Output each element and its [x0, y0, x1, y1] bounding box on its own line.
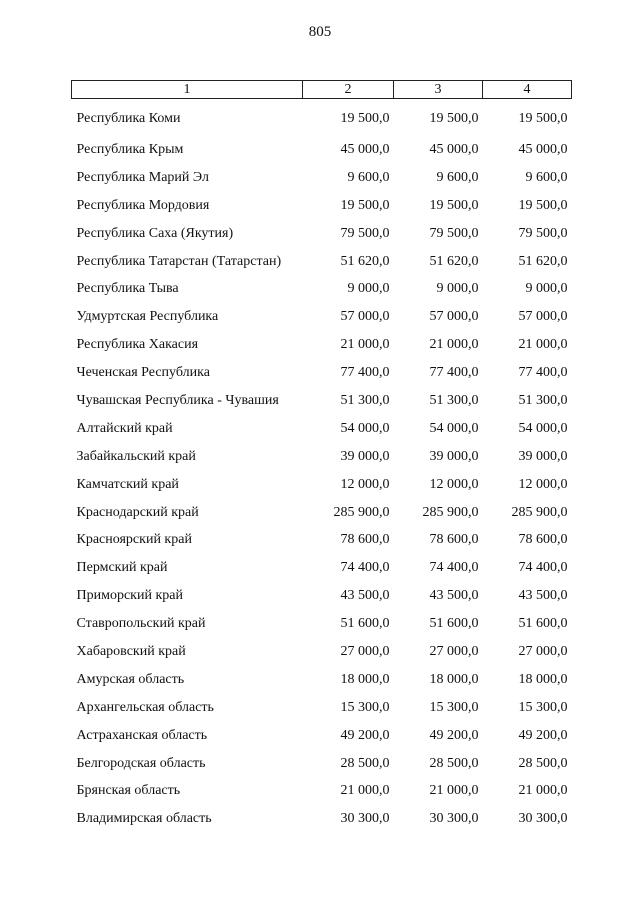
- value-cell-col-2: 19 500,0: [340, 197, 390, 213]
- value-cell-col-3: 51 300,0: [429, 392, 479, 408]
- value-cell-col-2: 74 400,0: [340, 560, 390, 576]
- table-row: [72, 722, 572, 750]
- value-cell-col-4: 9 600,0: [525, 169, 568, 185]
- value-cell-col-2: 57 000,0: [340, 309, 390, 325]
- table-row: [72, 805, 572, 833]
- value-cell-col-2: 51 620,0: [340, 253, 390, 269]
- value-cell-col-2: 19 500,0: [340, 111, 390, 126]
- region-name-cell: Республика Саха (Якутия): [76, 225, 234, 241]
- value-cell-col-4: 54 000,0: [518, 420, 568, 436]
- region-name-cell: Хабаровский край: [76, 643, 186, 659]
- value-cell-col-2: 78 600,0: [340, 532, 390, 548]
- value-cell-col-3: 28 500,0: [429, 755, 479, 771]
- value-cell-col-3: 19 500,0: [429, 111, 479, 126]
- table-row: [72, 99, 572, 137]
- value-cell-col-2: 9 000,0: [347, 281, 390, 297]
- value-cell-col-3: 51 620,0: [429, 253, 479, 269]
- value-cell-col-3: 78 600,0: [429, 532, 479, 548]
- value-cell-col-3: 12 000,0: [429, 476, 479, 492]
- region-name-cell: Брянская область: [76, 783, 181, 799]
- table-row: [72, 666, 572, 694]
- value-cell-col-3: 77 400,0: [429, 365, 479, 381]
- value-cell-col-2: 49 200,0: [340, 727, 390, 743]
- value-cell-col-4: 21 000,0: [518, 337, 568, 353]
- value-cell-col-4: 12 000,0: [518, 476, 568, 492]
- region-name-cell: Чувашская Республика - Чувашия: [76, 392, 279, 408]
- value-cell-col-2: 43 500,0: [340, 588, 390, 604]
- region-name-cell: Республика Тыва: [76, 281, 179, 297]
- value-cell-col-2: 9 600,0: [347, 169, 390, 185]
- table-row: [72, 582, 572, 610]
- value-cell-col-3: 79 500,0: [429, 225, 479, 241]
- value-cell-col-3: 39 000,0: [429, 448, 479, 464]
- value-cell-col-2: 285 900,0: [333, 504, 390, 520]
- region-name-cell: Краснодарский край: [76, 504, 199, 520]
- region-name-cell: Республика Мордовия: [76, 197, 210, 213]
- value-cell-col-4: 51 620,0: [518, 253, 568, 269]
- table-row: [72, 638, 572, 666]
- region-name-cell: Астраханская область: [76, 727, 208, 743]
- table-row: [72, 387, 572, 415]
- header-col-1: 1: [72, 81, 303, 99]
- value-cell-col-3: 21 000,0: [429, 337, 479, 353]
- table-row: [72, 220, 572, 248]
- value-cell-col-4: 9 000,0: [525, 281, 568, 297]
- table-row: [72, 331, 572, 359]
- table-row: [72, 248, 572, 276]
- value-cell-col-2: 28 500,0: [340, 755, 390, 771]
- value-cell-col-3: 57 000,0: [429, 309, 479, 325]
- region-name-cell: Республика Крым: [76, 141, 184, 157]
- table-row: [72, 750, 572, 778]
- table-row: [72, 694, 572, 722]
- value-cell-col-2: 15 300,0: [340, 699, 390, 715]
- region-name-cell: Ставропольский край: [76, 616, 206, 632]
- value-cell-col-4: 15 300,0: [518, 699, 568, 715]
- value-cell-col-3: 74 400,0: [429, 560, 479, 576]
- value-cell-col-4: 45 000,0: [518, 141, 568, 157]
- value-cell-col-3: 54 000,0: [429, 420, 479, 436]
- value-cell-col-4: 51 300,0: [518, 392, 568, 408]
- region-name-cell: Амурская область: [76, 671, 185, 687]
- value-cell-col-3: 51 600,0: [429, 616, 479, 632]
- page-number: 805: [308, 24, 332, 40]
- value-cell-col-2: 39 000,0: [340, 448, 390, 464]
- value-cell-col-2: 79 500,0: [340, 225, 390, 241]
- header-row: [72, 81, 572, 99]
- value-cell-col-2: 51 300,0: [340, 392, 390, 408]
- table-row: [72, 415, 572, 443]
- table-row: [72, 443, 572, 471]
- value-cell-col-2: 54 000,0: [340, 420, 390, 436]
- value-cell-col-4: 43 500,0: [518, 588, 568, 604]
- value-cell-col-4: 39 000,0: [518, 448, 568, 464]
- region-name-cell: Забайкальский край: [76, 448, 196, 464]
- table-row: [72, 526, 572, 554]
- table-row: [72, 554, 572, 582]
- value-cell-col-4: 78 600,0: [518, 532, 568, 548]
- header-col-4: 4: [483, 81, 572, 99]
- value-cell-col-4: 51 600,0: [518, 616, 568, 632]
- value-cell-col-3: 30 300,0: [429, 811, 479, 827]
- region-name-cell: Республика Марий Эл: [76, 169, 209, 185]
- value-cell-col-3: 18 000,0: [429, 671, 479, 687]
- table-row: [72, 777, 572, 805]
- region-name-cell: Республика Коми: [76, 111, 181, 126]
- value-cell-col-2: 12 000,0: [340, 476, 390, 492]
- table-row: [72, 499, 572, 527]
- region-name-cell: Алтайский край: [76, 420, 173, 436]
- allocation-table: [71, 80, 572, 833]
- table-row: [72, 359, 572, 387]
- region-name-cell: Чеченская Республика: [76, 365, 210, 381]
- value-cell-col-3: 49 200,0: [429, 727, 479, 743]
- value-cell-col-2: 51 600,0: [340, 616, 390, 632]
- value-cell-col-4: 19 500,0: [518, 197, 568, 213]
- table-row: [72, 136, 572, 164]
- table-body: [72, 99, 572, 834]
- value-cell-col-2: 77 400,0: [340, 365, 390, 381]
- table-row: [72, 192, 572, 220]
- value-cell-col-4: 19 500,0: [518, 111, 568, 126]
- region-name-cell: Красноярский край: [76, 532, 192, 548]
- table-row: [72, 303, 572, 331]
- value-cell-col-3: 9 600,0: [436, 169, 479, 185]
- value-cell-col-3: 285 900,0: [422, 504, 479, 520]
- value-cell-col-4: 79 500,0: [518, 225, 568, 241]
- table-row: [72, 164, 572, 192]
- region-name-cell: Приморский край: [76, 588, 183, 604]
- value-cell-col-2: 27 000,0: [340, 643, 390, 659]
- region-name-cell: Удмуртская Республика: [76, 309, 219, 325]
- value-cell-col-3: 45 000,0: [429, 141, 479, 157]
- table-header: [72, 81, 572, 99]
- table-row: [72, 275, 572, 303]
- region-name-cell: Архангельская область: [76, 699, 214, 715]
- value-cell-col-4: 18 000,0: [518, 671, 568, 687]
- region-name-cell: Республика Татарстан (Татарстан): [76, 253, 282, 269]
- value-cell-col-4: 27 000,0: [518, 643, 568, 659]
- region-name-cell: Белгородская область: [76, 755, 206, 771]
- region-name-cell: Камчатский край: [76, 476, 179, 492]
- region-name-cell: Владимирская область: [76, 811, 212, 827]
- value-cell-col-3: 27 000,0: [429, 643, 479, 659]
- value-cell-col-3: 43 500,0: [429, 588, 479, 604]
- value-cell-col-3: 21 000,0: [429, 783, 479, 799]
- value-cell-col-4: 285 900,0: [511, 504, 568, 520]
- value-cell-col-2: 45 000,0: [340, 141, 390, 157]
- value-cell-col-4: 49 200,0: [518, 727, 568, 743]
- value-cell-col-3: 15 300,0: [429, 699, 479, 715]
- value-cell-col-4: 21 000,0: [518, 783, 568, 799]
- region-name-cell: Пермский край: [76, 560, 168, 576]
- header-col-2: 2: [303, 81, 394, 99]
- value-cell-col-2: 21 000,0: [340, 337, 390, 353]
- region-name-cell: Республика Хакасия: [76, 337, 199, 353]
- table-row: [72, 610, 572, 638]
- value-cell-col-2: 18 000,0: [340, 671, 390, 687]
- value-cell-col-4: 57 000,0: [518, 309, 568, 325]
- value-cell-col-4: 77 400,0: [518, 365, 568, 381]
- value-cell-col-4: 74 400,0: [518, 560, 568, 576]
- table-row: [72, 471, 572, 499]
- value-cell-col-2: 30 300,0: [340, 811, 390, 827]
- value-cell-col-2: 21 000,0: [340, 783, 390, 799]
- value-cell-col-4: 30 300,0: [518, 811, 568, 827]
- value-cell-col-3: 19 500,0: [429, 197, 479, 213]
- value-cell-col-3: 9 000,0: [436, 281, 479, 297]
- header-col-3: 3: [394, 81, 483, 99]
- value-cell-col-4: 28 500,0: [518, 755, 568, 771]
